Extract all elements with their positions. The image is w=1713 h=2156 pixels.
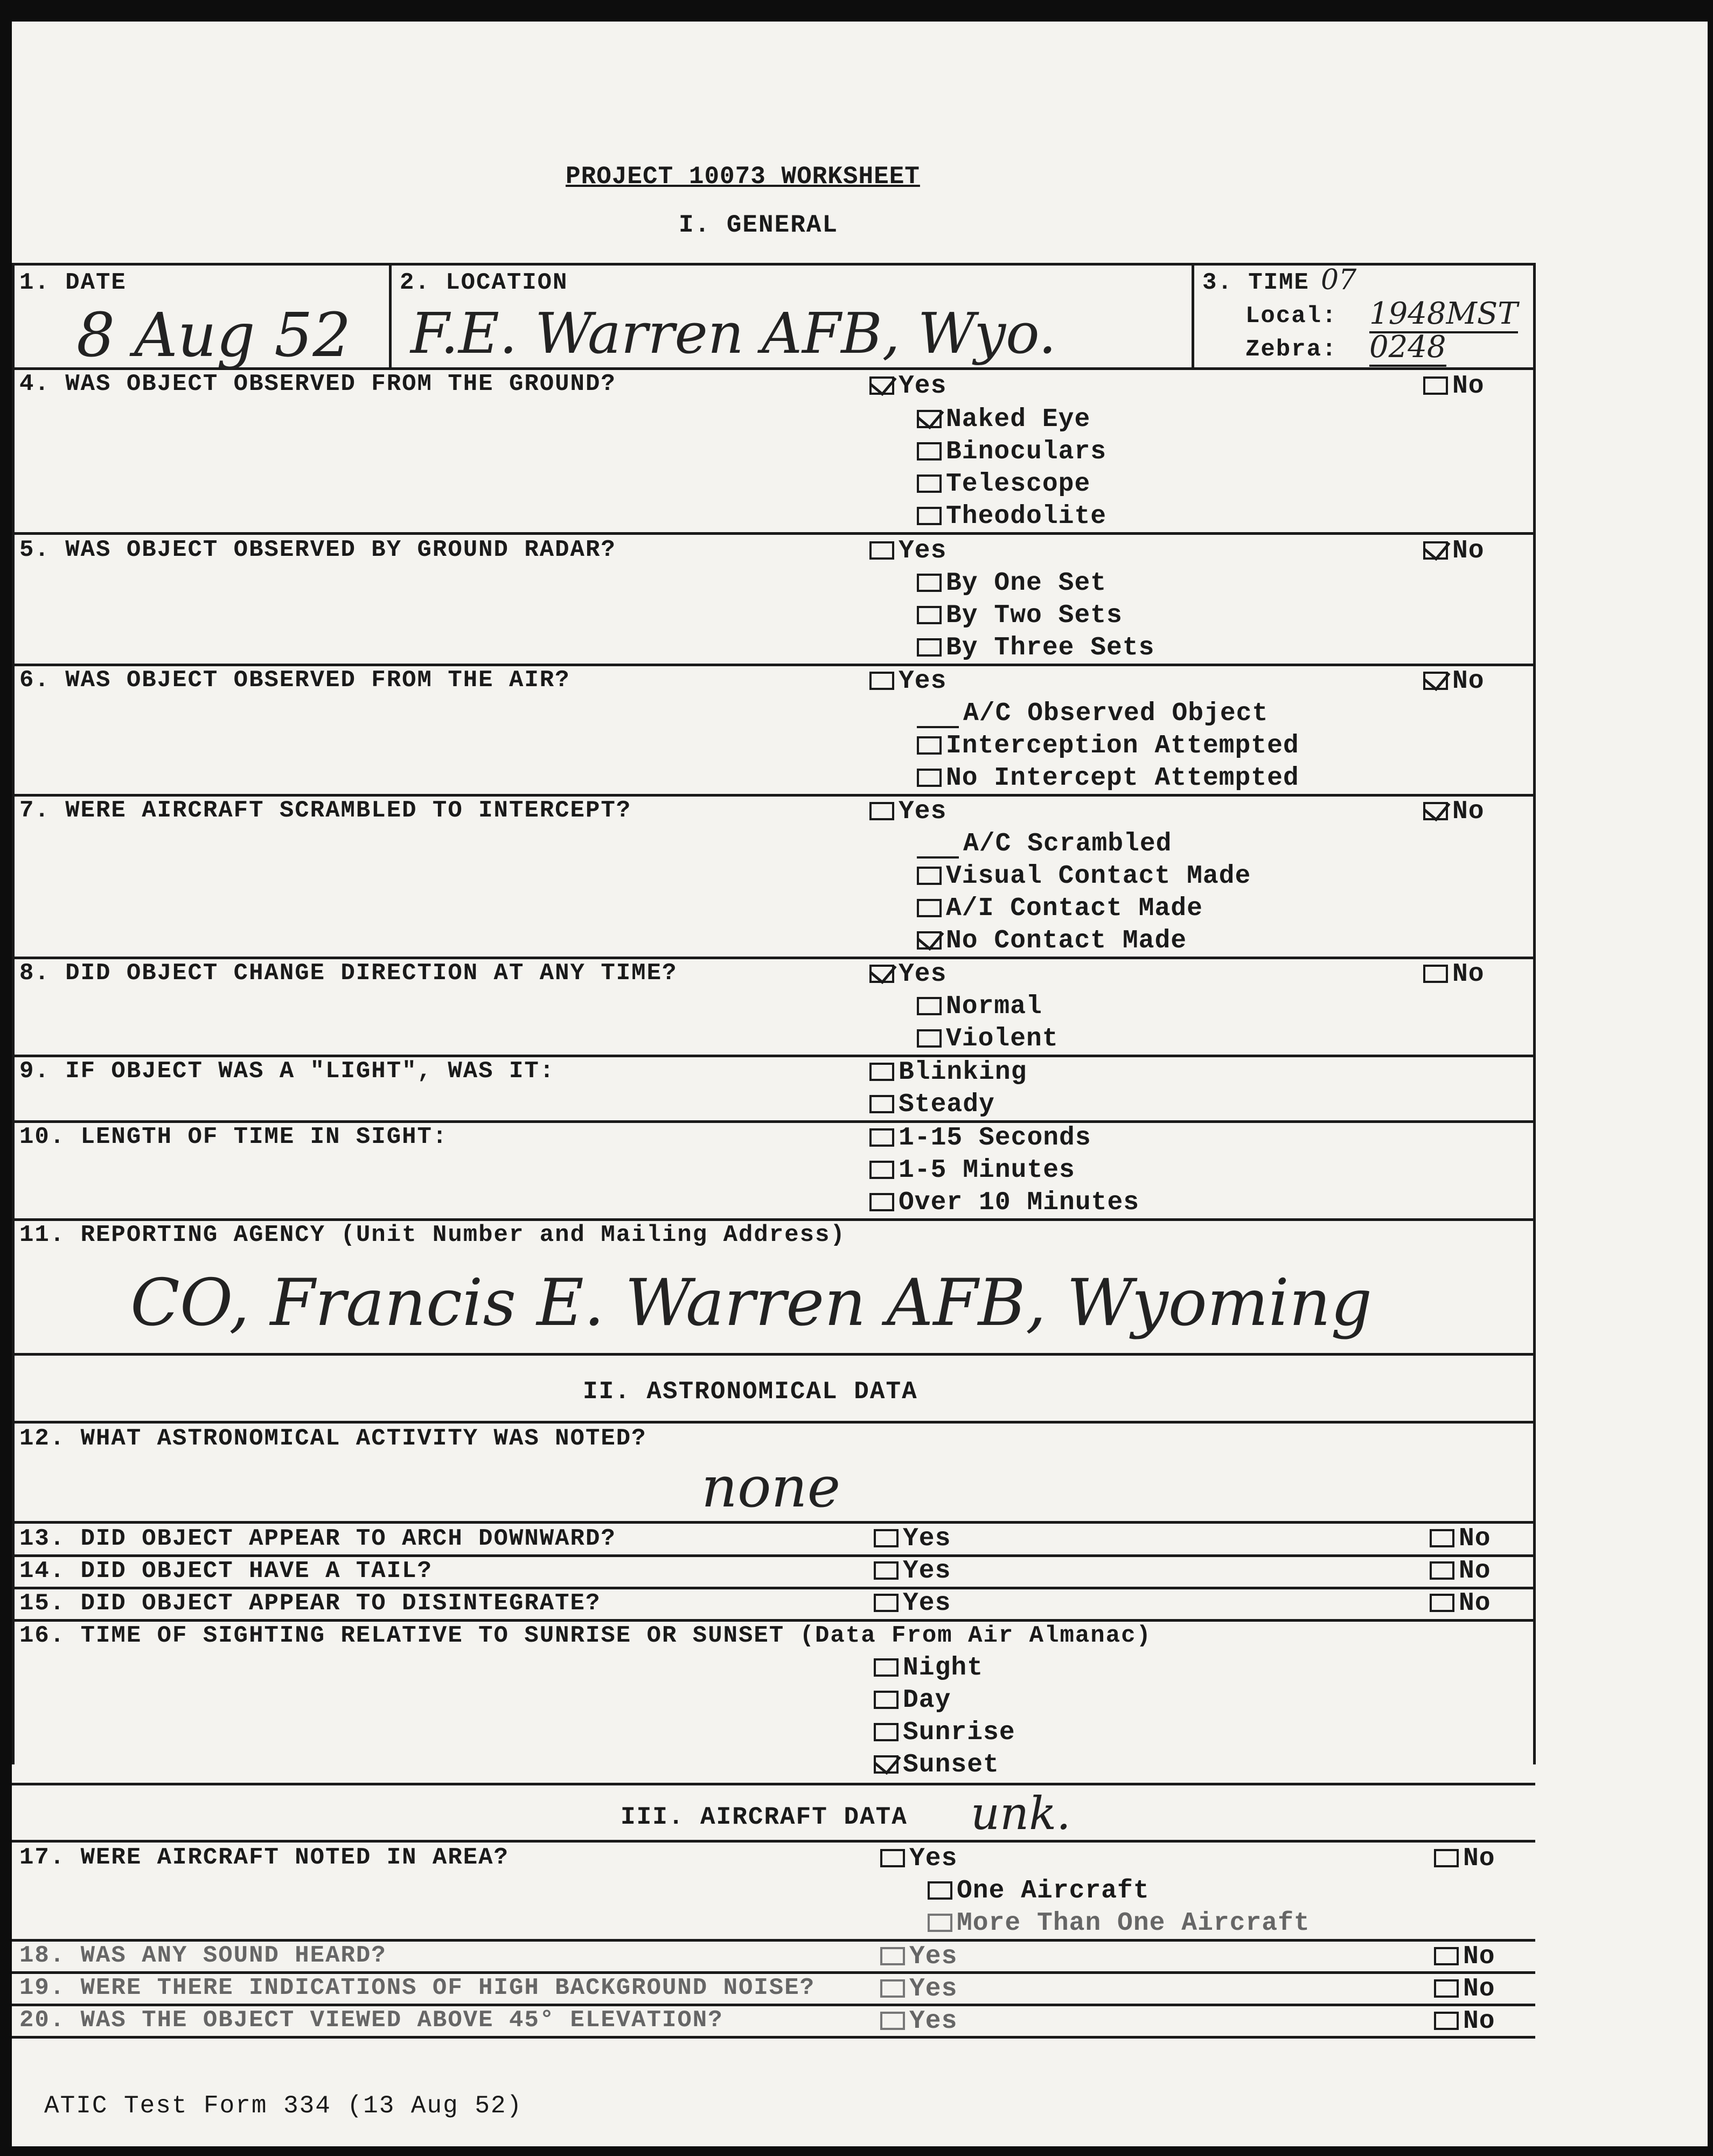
q7-no[interactable]: No <box>1423 797 1485 826</box>
q17-yes[interactable]: Yes <box>880 1844 957 1873</box>
form-footer: ATIC Test Form 334 (13 Aug 52) <box>44 2092 523 2120</box>
q15-no-checkbox[interactable] <box>1430 1594 1454 1612</box>
q6-no-intercept-checkbox[interactable] <box>917 769 942 787</box>
q16-sunset-checkbox[interactable] <box>874 1755 899 1774</box>
q16-label: 16. TIME OF SIGHTING RELATIVE TO SUNRISE OR SUNSET (Data From Air Almanac) <box>19 1622 1152 1649</box>
q18-no-checkbox[interactable] <box>1434 1947 1459 1965</box>
q6-ac-observed-blank[interactable] <box>917 726 959 728</box>
section-general-heading: I. GENERAL <box>679 211 839 239</box>
q19-no-checkbox[interactable] <box>1434 1979 1459 1998</box>
q14-label: 14. DID OBJECT HAVE A TAIL? <box>19 1558 433 1585</box>
q5-no-checkbox[interactable] <box>1423 541 1448 560</box>
q7-no-contact[interactable]: No Contact Made <box>917 926 1187 955</box>
q14-yes[interactable]: Yes <box>874 1557 951 1586</box>
local-label: Local: <box>1245 303 1338 330</box>
q6-ac-observed[interactable]: A/C Observed Object <box>917 699 1268 728</box>
q20-no-checkbox[interactable] <box>1434 2012 1459 2030</box>
q5-two-sets[interactable]: By Two Sets <box>917 601 1123 630</box>
q14-yes-checkbox[interactable] <box>874 1561 899 1580</box>
q4-naked-eye[interactable]: Naked Eye <box>917 405 1090 434</box>
q10-label: 10. LENGTH OF TIME IN SIGHT: <box>19 1124 448 1150</box>
q17-no-checkbox[interactable] <box>1434 1849 1459 1867</box>
q5-yes[interactable]: Yes <box>869 536 946 566</box>
q10-seconds[interactable]: 1-15 Seconds <box>869 1124 1091 1153</box>
q6-label: 6. WAS OBJECT OBSERVED FROM THE AIR? <box>19 667 570 694</box>
date-value[interactable]: 8 Aug 52 <box>76 301 351 371</box>
location-value[interactable]: F.E. Warren AFB, Wyo. <box>410 301 1056 366</box>
q18-yes-checkbox[interactable] <box>880 1947 905 1965</box>
worksheet-title: PROJECT 10073 WORKSHEET <box>566 163 920 191</box>
q18-label: 18. WAS ANY SOUND HEARD? <box>19 1942 387 1969</box>
q10-over-10-minutes[interactable]: Over 10 Minutes <box>869 1188 1139 1217</box>
q4-naked-eye-checkbox[interactable] <box>917 410 942 428</box>
q8-yes-checkbox[interactable] <box>869 965 894 983</box>
q15-yes[interactable]: Yes <box>874 1589 951 1618</box>
reporting-agency-value[interactable]: CO, Francis E. Warren AFB, Wyoming <box>130 1266 1373 1341</box>
q17-one-aircraft[interactable]: One Aircraft <box>928 1876 1150 1906</box>
q4-yes-checkbox[interactable] <box>869 376 894 395</box>
q8-no-checkbox[interactable] <box>1423 965 1448 983</box>
local-time-value[interactable]: 1948MST <box>1369 296 1518 333</box>
zebra-time-value[interactable]: 0248 <box>1369 330 1446 367</box>
q7-no-contact-checkbox[interactable] <box>917 931 942 950</box>
q20-no[interactable]: No <box>1434 2007 1495 2036</box>
q14-no[interactable]: No <box>1430 1557 1491 1586</box>
q5-three-sets-checkbox[interactable] <box>917 638 942 657</box>
q19-yes-checkbox[interactable] <box>880 1979 905 1998</box>
q4-binoculars-checkbox[interactable] <box>917 442 942 460</box>
section-astronomical-heading: II. ASTRONOMICAL DATA <box>583 1378 918 1406</box>
q15-yes-checkbox[interactable] <box>874 1594 899 1612</box>
q8-violent-checkbox[interactable] <box>917 1029 942 1048</box>
q16-sunrise-checkbox[interactable] <box>874 1723 899 1741</box>
q16-day-checkbox[interactable] <box>874 1691 899 1709</box>
q19-yes[interactable]: Yes <box>880 1974 957 2004</box>
q7-visual-contact-checkbox[interactable] <box>917 867 942 885</box>
q4-label: 4. WAS OBJECT OBSERVED FROM THE GROUND? <box>19 371 616 397</box>
q14-no-checkbox[interactable] <box>1430 1561 1454 1580</box>
q17-one-aircraft-checkbox[interactable] <box>928 1881 952 1900</box>
q12-label: 12. WHAT ASTRONOMICAL ACTIVITY WAS NOTED? <box>19 1425 647 1452</box>
q7-ac-scrambled-blank[interactable] <box>917 856 959 859</box>
q5-yes-checkbox[interactable] <box>869 541 894 560</box>
q8-violent[interactable]: Violent <box>917 1024 1059 1053</box>
q13-yes[interactable]: Yes <box>874 1524 951 1553</box>
q7-label: 7. WERE AIRCRAFT SCRAMBLED TO INTERCEPT? <box>19 797 632 824</box>
q4-no[interactable]: No <box>1423 372 1485 401</box>
q8-normal[interactable]: Normal <box>917 992 1042 1021</box>
time-label: 3. TIME <box>1202 269 1310 296</box>
q13-no[interactable]: No <box>1430 1524 1491 1553</box>
q10-over-10-minutes-checkbox[interactable] <box>869 1193 894 1211</box>
q5-no[interactable]: No <box>1423 536 1485 566</box>
q10-minutes-checkbox[interactable] <box>869 1161 894 1179</box>
q9-steady-checkbox[interactable] <box>869 1095 894 1113</box>
q18-no[interactable]: No <box>1434 1942 1495 1971</box>
q20-yes[interactable]: Yes <box>880 2007 957 2036</box>
q17-more-aircraft[interactable]: More Than One Aircraft <box>928 1909 1310 1938</box>
q4-telescope-checkbox[interactable] <box>917 475 942 493</box>
q7-yes-checkbox[interactable] <box>869 802 894 820</box>
date-label: 1. DATE <box>19 269 127 296</box>
q17-yes-checkbox[interactable] <box>880 1849 905 1867</box>
astronomical-activity-value[interactable]: none <box>701 1454 841 1520</box>
q16-day[interactable]: Day <box>874 1686 951 1715</box>
zebra-label: Zebra: <box>1245 336 1338 363</box>
q18-yes[interactable]: Yes <box>880 1942 957 1971</box>
q5-three-sets[interactable]: By Three Sets <box>917 633 1154 662</box>
q6-no-intercept[interactable]: No Intercept Attempted <box>917 764 1299 793</box>
q4-telescope[interactable]: Telescope <box>917 470 1090 499</box>
q7-ac-scrambled[interactable]: A/C Scrambled <box>917 829 1172 859</box>
q20-yes-checkbox[interactable] <box>880 2012 905 2030</box>
q17-label: 17. WERE AIRCRAFT NOTED IN AREA? <box>19 1844 509 1871</box>
q15-label: 15. DID OBJECT APPEAR TO DISINTEGRATE? <box>19 1590 601 1617</box>
q11-label: 11. REPORTING AGENCY (Unit Number and Mailing Address) <box>19 1222 846 1248</box>
section-aircraft-heading: III. AIRCRAFT DATA <box>621 1803 908 1831</box>
q5-one-set[interactable]: By One Set <box>917 569 1106 598</box>
worksheet-page <box>12 22 1708 2146</box>
q4-yes[interactable]: Yes <box>869 372 946 401</box>
q6-interception-attempted[interactable]: Interception Attempted <box>917 731 1299 760</box>
q8-yes[interactable]: Yes <box>869 960 946 989</box>
aircraft-data-note[interactable]: unk. <box>971 1787 1071 1840</box>
q13-yes-checkbox[interactable] <box>874 1529 899 1547</box>
q10-minutes[interactable]: 1-5 Minutes <box>869 1156 1075 1185</box>
q6-no[interactable]: No <box>1423 667 1485 696</box>
q4-binoculars[interactable]: Binoculars <box>917 437 1106 466</box>
q7-ai-contact[interactable]: A/I Contact Made <box>917 894 1203 923</box>
q16-sunset[interactable]: Sunset <box>874 1750 999 1780</box>
q9-steady[interactable]: Steady <box>869 1090 995 1119</box>
q19-no[interactable]: No <box>1434 1974 1495 2004</box>
q5-one-set-checkbox[interactable] <box>917 574 942 592</box>
q9-blinking[interactable]: Blinking <box>869 1058 1027 1087</box>
q19-label: 19. WERE THERE INDICATIONS OF HIGH BACKGROUND NOISE? <box>19 1974 816 2001</box>
q6-interception-attempted-checkbox[interactable] <box>917 736 942 755</box>
q13-label: 13. DID OBJECT APPEAR TO ARCH DOWNWARD? <box>19 1525 616 1552</box>
q17-more-aircraft-checkbox[interactable] <box>928 1914 952 1932</box>
q9-label: 9. IF OBJECT WAS A "LIGHT", WAS IT: <box>19 1058 555 1085</box>
q10-seconds-checkbox[interactable] <box>869 1128 894 1147</box>
q15-no[interactable]: No <box>1430 1589 1491 1618</box>
q7-visual-contact[interactable]: Visual Contact Made <box>917 862 1251 891</box>
q8-label: 8. DID OBJECT CHANGE DIRECTION AT ANY TIME? <box>19 960 678 987</box>
location-label: 2. LOCATION <box>400 269 568 296</box>
q8-no[interactable]: No <box>1423 960 1485 989</box>
q9-blinking-checkbox[interactable] <box>869 1063 894 1081</box>
q8-normal-checkbox[interactable] <box>917 997 942 1015</box>
q5-two-sets-checkbox[interactable] <box>917 606 942 624</box>
q6-yes-checkbox[interactable] <box>869 672 894 690</box>
q4-theodolite[interactable]: Theodolite <box>917 502 1106 531</box>
q7-ai-contact-checkbox[interactable] <box>917 899 942 917</box>
q20-label: 20. WAS THE OBJECT VIEWED ABOVE 45° ELEVATION? <box>19 2007 723 2034</box>
q6-no-checkbox[interactable] <box>1423 672 1448 690</box>
q17-no[interactable]: No <box>1434 1844 1495 1873</box>
q16-night-checkbox[interactable] <box>874 1658 899 1677</box>
q6-yes[interactable]: Yes <box>869 667 946 696</box>
q7-yes[interactable]: Yes <box>869 797 946 826</box>
q4-no-checkbox[interactable] <box>1423 376 1448 395</box>
time-day-value[interactable]: 07 <box>1321 264 1357 296</box>
q7-no-checkbox[interactable] <box>1423 802 1448 820</box>
q16-night[interactable]: Night <box>874 1653 983 1683</box>
q16-sunrise[interactable]: Sunrise <box>874 1718 1015 1747</box>
q4-theodolite-checkbox[interactable] <box>917 507 942 525</box>
q13-no-checkbox[interactable] <box>1430 1529 1454 1547</box>
q5-label: 5. WAS OBJECT OBSERVED BY GROUND RADAR? <box>19 536 616 563</box>
